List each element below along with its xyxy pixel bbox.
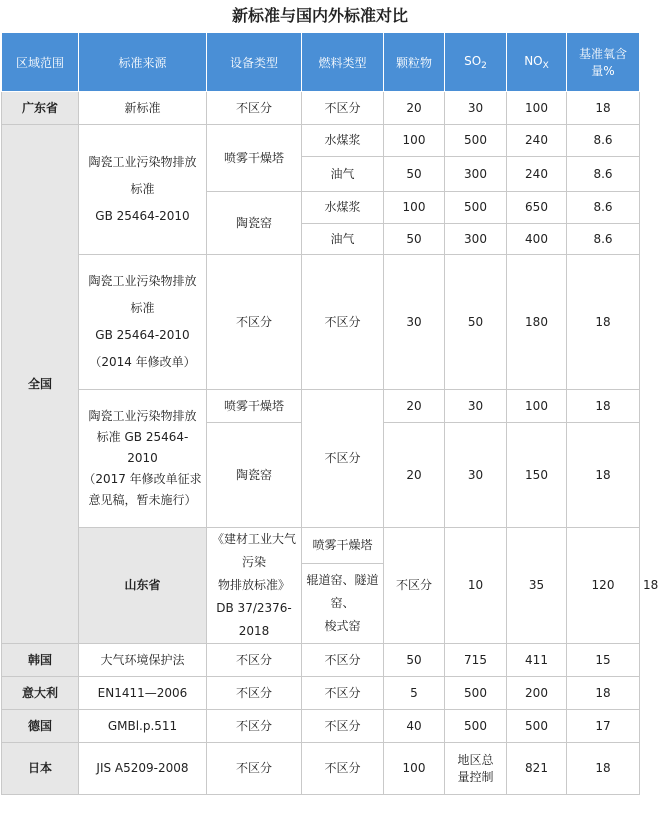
source-cell: EN1411—2006 bbox=[79, 677, 207, 710]
pm-cell: 50 bbox=[384, 224, 445, 255]
oxygen-cell: 18 bbox=[567, 390, 640, 423]
source-line: GB 25464-2010 bbox=[95, 209, 190, 223]
so2-cell: 300 bbox=[445, 224, 507, 255]
pm-cell: 100 bbox=[384, 192, 445, 224]
source-line: 陶瓷工业污染物排放 bbox=[88, 274, 197, 288]
equipment-cell: 不区分 bbox=[207, 92, 302, 125]
so2-cell: 30 bbox=[445, 92, 507, 125]
table-row bbox=[2, 677, 640, 710]
oxygen-cell: 8.6 bbox=[567, 224, 640, 255]
nox-cell: 240 bbox=[507, 157, 567, 192]
so2-line: 地区总 bbox=[457, 752, 494, 767]
so2-cell: 500 bbox=[445, 710, 507, 743]
source-line: 标准 GB 25464-2010 bbox=[96, 430, 189, 465]
so2-cell: 500 bbox=[445, 677, 507, 710]
region-cell: 意大利 bbox=[2, 677, 79, 710]
fuel-cell: 不区分 bbox=[302, 255, 384, 390]
header-row bbox=[2, 33, 640, 92]
header-region: 区域范围 bbox=[2, 33, 79, 92]
equipment-line: 梭式窑 bbox=[324, 619, 361, 634]
fuel-cell: 不区分 bbox=[302, 644, 384, 677]
source-line: 物排放标准》 bbox=[217, 578, 290, 592]
header-so2-main: SO bbox=[464, 53, 482, 68]
table-row bbox=[2, 743, 640, 795]
nox-cell: 100 bbox=[507, 92, 567, 125]
nox-cell: 150 bbox=[507, 423, 567, 528]
source-cell bbox=[207, 528, 302, 644]
source-cell: GMBl.p.511 bbox=[79, 710, 207, 743]
fuel-cell: 不区分 bbox=[302, 710, 384, 743]
so2-cell: 300 bbox=[445, 157, 507, 192]
header-source: 标准来源 bbox=[79, 33, 207, 92]
oxygen-cell: 18 bbox=[567, 743, 640, 795]
equipment-line: 辊道窑、隧道窑、 bbox=[306, 573, 379, 611]
region-cell: 广东省 bbox=[2, 92, 79, 125]
pm-cell: 40 bbox=[384, 710, 445, 743]
fuel-cell: 不区分 bbox=[384, 528, 445, 644]
source-line: 陶瓷工业污染物排放 bbox=[88, 155, 197, 169]
pm-cell: 20 bbox=[384, 92, 445, 125]
nox-cell: 400 bbox=[507, 224, 567, 255]
oxygen-cell: 8.6 bbox=[567, 125, 640, 157]
pm-cell: 50 bbox=[384, 644, 445, 677]
source-line: GB 25464-2010 bbox=[95, 328, 190, 342]
source-cell: 新标准 bbox=[79, 92, 207, 125]
fuel-cell: 水煤浆 bbox=[302, 125, 384, 157]
equipment-cell: 喷雾干燥塔 bbox=[207, 390, 302, 423]
nox-cell: 200 bbox=[507, 677, 567, 710]
oxygen-cell: 15 bbox=[567, 644, 640, 677]
header-so2-sub: 2 bbox=[481, 60, 487, 71]
pm-cell: 30 bbox=[384, 255, 445, 390]
table-row bbox=[2, 710, 640, 743]
oxygen-cell: 8.6 bbox=[567, 157, 640, 192]
source-cell bbox=[79, 125, 207, 255]
header-equipment: 设备类型 bbox=[207, 33, 302, 92]
nox-cell: 411 bbox=[507, 644, 567, 677]
source-line: 标准 bbox=[130, 301, 155, 315]
oxygen-cell: 8.6 bbox=[567, 192, 640, 224]
equipment-cell: 陶瓷窑 bbox=[207, 192, 302, 255]
table-row bbox=[2, 92, 640, 125]
pm-cell: 5 bbox=[384, 677, 445, 710]
nox-cell: 180 bbox=[507, 255, 567, 390]
table-row bbox=[2, 390, 640, 423]
source-line: 标准 bbox=[130, 182, 155, 196]
nox-cell: 650 bbox=[507, 192, 567, 224]
source-line: 陶瓷工业污染物排放 bbox=[88, 409, 197, 423]
oxygen-cell: 17 bbox=[567, 710, 640, 743]
nox-cell: 500 bbox=[507, 710, 567, 743]
so2-cell: 50 bbox=[445, 255, 507, 390]
source-cell bbox=[79, 255, 207, 390]
so2-cell: 500 bbox=[445, 192, 507, 224]
equipment-cell: 不区分 bbox=[207, 743, 302, 795]
header-nox bbox=[507, 33, 567, 92]
so2-line: 量控制 bbox=[457, 769, 494, 784]
equipment-cell: 不区分 bbox=[207, 710, 302, 743]
fuel-cell: 油气 bbox=[302, 224, 384, 255]
equipment-cell: 不区分 bbox=[207, 677, 302, 710]
oxygen-cell: 18 bbox=[567, 677, 640, 710]
so2-cell: 30 bbox=[445, 423, 507, 528]
nox-cell: 100 bbox=[507, 390, 567, 423]
source-cell: JIS A5209-2008 bbox=[79, 743, 207, 795]
pm-cell: 100 bbox=[384, 125, 445, 157]
source-line: 意见稿，暂未施行） bbox=[88, 493, 197, 507]
pm-cell: 20 bbox=[384, 423, 445, 528]
region-cell: 山东省 bbox=[79, 528, 207, 644]
pm-cell: 100 bbox=[384, 743, 445, 795]
pm-cell: 20 bbox=[384, 390, 445, 423]
nox-cell: 120 bbox=[567, 528, 640, 644]
equipment-cell: 不区分 bbox=[207, 255, 302, 390]
header-so2 bbox=[445, 33, 507, 92]
oxygen-cell: 18 bbox=[567, 423, 640, 528]
fuel-cell: 水煤浆 bbox=[302, 192, 384, 224]
so2-cell: 30 bbox=[445, 390, 507, 423]
equipment-cell: 喷雾干燥塔 bbox=[302, 528, 384, 564]
fuel-cell: 不区分 bbox=[302, 390, 384, 528]
source-line: （2017 年修改单征求 bbox=[83, 472, 202, 486]
equipment-cell: 喷雾干燥塔 bbox=[207, 125, 302, 192]
table-row: 山东省 《建材工业大气污染 物排放标准》 DB 37/2376-2018 喷雾干燥塔 不区分 10 35 120 18 bbox=[2, 528, 640, 564]
page-title: 新标准与国内外标准对比 bbox=[231, 6, 408, 25]
nox-cell: 240 bbox=[507, 125, 567, 157]
fuel-cell: 不区分 bbox=[302, 677, 384, 710]
equipment-cell: 不区分 bbox=[207, 644, 302, 677]
fuel-cell: 不区分 bbox=[302, 743, 384, 795]
header-pm: 颗粒物 bbox=[384, 33, 445, 92]
source-cell bbox=[79, 390, 207, 528]
so2-cell: 500 bbox=[445, 125, 507, 157]
header-nox-main: NO bbox=[524, 53, 543, 68]
pm-cell: 50 bbox=[384, 157, 445, 192]
oxygen-cell: 18 bbox=[567, 92, 640, 125]
source-line: 《建材工业大气污染 bbox=[211, 532, 296, 569]
region-cell: 韩国 bbox=[2, 644, 79, 677]
equipment-cell bbox=[302, 564, 384, 644]
header-fuel: 燃料类型 bbox=[302, 33, 384, 92]
pm-cell: 10 bbox=[445, 528, 507, 644]
region-cell: 日本 bbox=[2, 743, 79, 795]
source-line: DB 37/2376-2018 bbox=[216, 601, 292, 638]
region-cell: 全国 bbox=[2, 125, 79, 644]
table-row bbox=[2, 125, 640, 157]
fuel-cell: 不区分 bbox=[302, 92, 384, 125]
header-nox-sub: X bbox=[542, 60, 549, 71]
equipment-cell: 陶瓷窑 bbox=[207, 423, 302, 528]
oxygen-cell: 18 bbox=[567, 255, 640, 390]
source-cell: 大气环境保护法 bbox=[79, 644, 207, 677]
so2-cell: 715 bbox=[445, 644, 507, 677]
source-line: （2014 年修改单） bbox=[89, 355, 196, 369]
so2-cell bbox=[445, 743, 507, 795]
nox-cell: 821 bbox=[507, 743, 567, 795]
region-cell: 德国 bbox=[2, 710, 79, 743]
header-oxygen: 基准氧含量% bbox=[567, 33, 640, 92]
standards-comparison-table bbox=[1, 32, 658, 795]
table-row bbox=[2, 255, 640, 390]
so2-cell: 35 bbox=[507, 528, 567, 644]
fuel-cell: 油气 bbox=[302, 157, 384, 192]
table-row bbox=[2, 644, 640, 677]
